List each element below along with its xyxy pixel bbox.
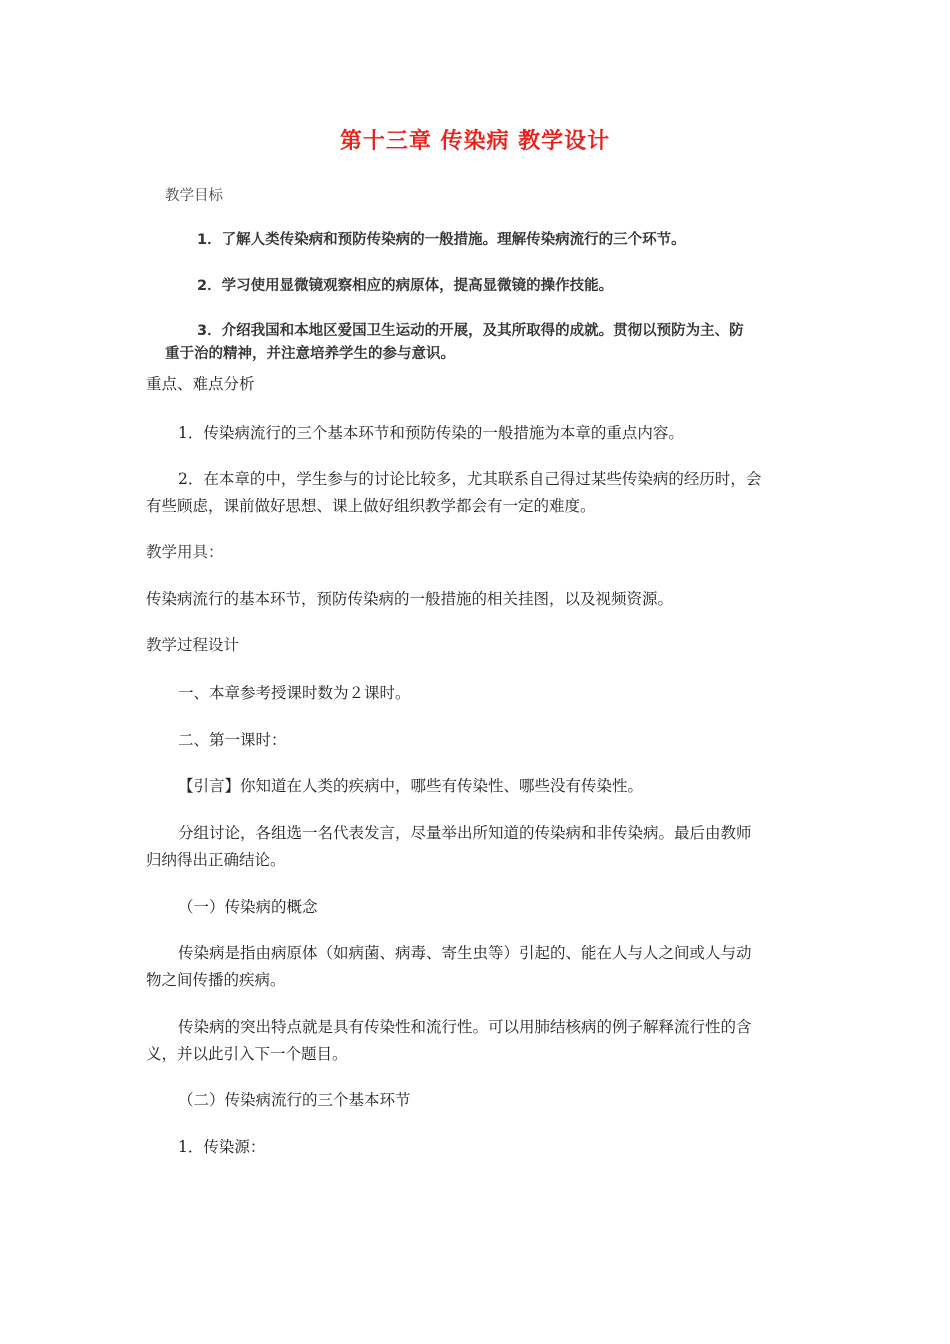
- concept-line2: 物之间传播的疾病。: [146, 971, 286, 989]
- group-discussion-line1: 分组讨论，各组选一名代表发言，尽量举出所知道的传染病和非传染病。最后由教师: [178, 824, 752, 842]
- goal-item-3-cont: 重于治的精神，并注意培养学生的参与意识。: [165, 346, 455, 362]
- tools-heading: 教学用具：: [146, 543, 224, 561]
- tools-text: 传染病流行的基本环节，预防传染病的一般措施的相关挂图，以及视频资源。: [146, 590, 674, 608]
- intro-paragraph: 【引言】你知道在人类的疾病中，哪些有传染性、哪些没有传染性。: [178, 777, 644, 795]
- feature-line1: 传染病的突出特点就是具有传染性和流行性。可以用肺结核病的例子解释流行性的含: [178, 1018, 752, 1036]
- goal-item-1: 1．了解人类传染病和预防传染病的一般措施。理解传染病流行的三个环节。: [197, 232, 686, 248]
- document-title: 第十三章 传染病 教学设计: [339, 129, 611, 154]
- key-point-1: 1．传染病流行的三个基本环节和预防传染的一般措施为本章的重点内容。: [178, 424, 684, 442]
- key-point-2-line2: 有些顾虑，课前做好思想、课上做好组织教学都会有一定的难度。: [146, 497, 596, 515]
- feature-line2: 义，并以此引入下一个题目。: [146, 1045, 348, 1063]
- group-discussion-line2: 归纳得出正确结论。: [146, 851, 286, 869]
- key-point-2-line1: 2．在本章的中，学生参与的讨论比较多，尤其联系自己得过某些传染病的经历时，会: [178, 470, 762, 488]
- section-links-heading: （二）传染病流行的三个基本环节: [178, 1091, 411, 1109]
- concept-line1: 传染病是指由病原体（如病菌、病毒、寄生虫等）引起的、能在人与人之间或人与动: [178, 944, 752, 962]
- goal-item-2: 2．学习使用显微镜观察相应的病原体，提高显微镜的操作技能。: [197, 278, 614, 294]
- process-item-2: 二、第一课时：: [178, 731, 287, 749]
- key-points-heading: 重点、难点分析: [146, 375, 255, 393]
- process-heading: 教学过程设计: [146, 636, 240, 654]
- goal-item-3: 3．介绍我国和本地区爱国卫生运动的开展，及其所取得的成就。贯彻以预防为主、防: [197, 323, 744, 339]
- section-concept-heading: （一）传染病的概念: [178, 898, 318, 916]
- process-item-1: 一、本章参考授课时数为２课时。: [178, 684, 411, 702]
- goals-heading: 教学目标: [165, 188, 223, 204]
- source-heading: 1．传染源：: [178, 1138, 266, 1156]
